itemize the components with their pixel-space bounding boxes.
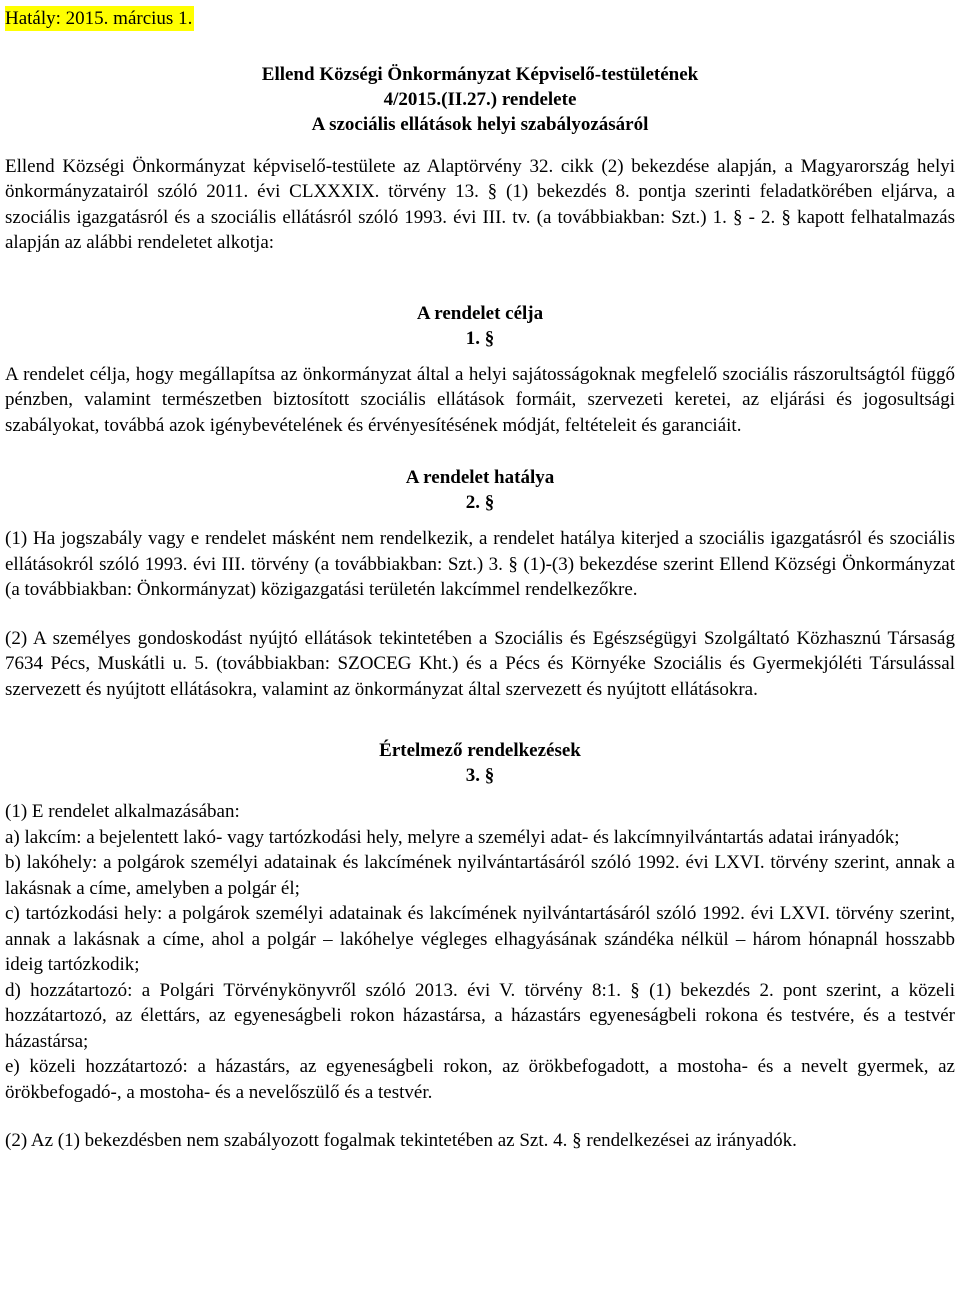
section-3-number: 3. § [465, 765, 495, 786]
section-2-heading [5, 465, 955, 515]
title-subject: A szociális ellátások helyi szabályozásáról [311, 113, 649, 135]
section-1-heading [5, 301, 955, 351]
section-3-paragraph-2: (2) Az (1) bekezdésben nem szabályozott fogalmak tekintetében az Szt. 4. § rendelkezései az irányadók. [5, 1130, 797, 1151]
title-issuer: Ellend Községi Önkormányzat Képviselő-testületének [261, 63, 699, 85]
section-1-title: A rendelet célja [416, 302, 544, 324]
section-2-paragraph-2: (2) A személyes gondoskodást nyújtó ellátások tekintetében a Szociális és Egészségügyi Szolgáltató Közhasznú Társaság 7634 Pécs, Muskátli u. 5. (továbbiakban: SZOCEG Kht.) és a Pécs és Környéke Szociális és Gyermekjóléti Társulással szervezett és nyújtott ellátásokra, valamint az önkormányzat által szervezett és nyújtott ellátásokra. [5, 627, 955, 700]
effective-date-line [5, 6, 955, 32]
preamble: Ellend Községi Önkormányzat képviselő-testülete az Alaptörvény 32. cikk (2) bekezdése alapján, a Magyarország helyi önkormányzatairól szóló 2011. évi CLXXXIX. törvény 13. § (1) bekezdés 8. pontja szerinti feladatkörében eljárva, a szociális igazgatásról és a szociális ellátásról szóló 1993. évi III. tv. (a továbbiakban: Szt.) 1. § - 2. § kapott felhatalmazás alapján az alábbi rendeletet alkotja: [5, 155, 955, 253]
section-2-number: 2. § [465, 492, 495, 513]
definitions-list [5, 799, 955, 1105]
list-item: c) tartózkodási hely: a polgárok személyi adatainak és lakcímének nyilvántartásáról szóló 1992. évi LXVI. törvény szerint, annak a lakásnak a címe, ahol a polgár – lakóhelye végleges elhagyásának szándéka nélkül – három hónapnál hosszabb ideig tartózkodik; [5, 903, 955, 975]
definitions-intro: (1) E rendelet alkalmazásában: [5, 801, 240, 822]
list-item: a) lakcím: a bejelentett lakó- vagy tartózkodási hely, melyre a személyi adat- és lakcímnyilvántartás adatai irányadók; [5, 826, 900, 848]
section-3-title: Értelmező rendelkezések [379, 740, 581, 761]
section-2-paragraph-1: (1) Ha jogszabály vagy e rendelet másként nem rendelkezik, a rendelet hatálya kiterjed a szociális igazgatásról és szociális ellátásokról szóló 1993. évi III. törvény (a továbbiakban: Szt.) 3. § (1)-(3) bekezdése szerint Ellend Községi Önkormányzat (a továbbiakban: Önkormányzat) közigazgatási területén lakcímmel rendelkezőkre. [5, 528, 955, 600]
section-1-number: 1. § [465, 327, 495, 349]
effective-date-highlight: Hatály: 2015. március 1. [5, 8, 193, 29]
section-1-text: A rendelet célja, hogy megállapítsa az önkormányzat által a helyi sajátosságoknak megfelelő szociális rászorultságtól függő pénzben, valamint természetben biztosított szociális ellátások formáit, szervezeti keretei, az eljárási és jogosultsági szabályokat, továbbá azok igénybevételének és érvényesítésének módját, feltételeit és garanciáit. [5, 363, 955, 436]
title-number: 4/2015.(II.27.) rendelete [383, 88, 577, 110]
list-item: e) közeli hozzátartozó: a házastárs, az egyeneságbeli rokon, az örökbefogadott, a mostoha- és a nevelt gyermek, az örökbefogadó-, a mostoha- és a nevelőszülő és a testvér. [5, 1056, 955, 1103]
section-3-heading [5, 738, 955, 788]
document-page [5, 6, 955, 1154]
list-item: d) hozzátartozó: a Polgári Törvénykönyvről szóló 2013. évi V. törvény 8:1. § (1) bekezdés 2. pont szerint, a közeli hozzátartozó, az élettárs, az egyeneságbeli rokon házastársa, a házastárs egyeneságbeli rokona és testvére, és a testvér házastársa; [5, 979, 955, 1052]
list-item: b) lakóhely: a polgárok személyi adatainak és lakcímének nyilvántartásáról szóló 1992. évi LXVI. törvény szerint, annak a lakásnak a címe, amelyben a polgár él; [5, 852, 955, 899]
section-2-title: A rendelet hatálya [405, 467, 555, 488]
document-title [5, 62, 955, 137]
